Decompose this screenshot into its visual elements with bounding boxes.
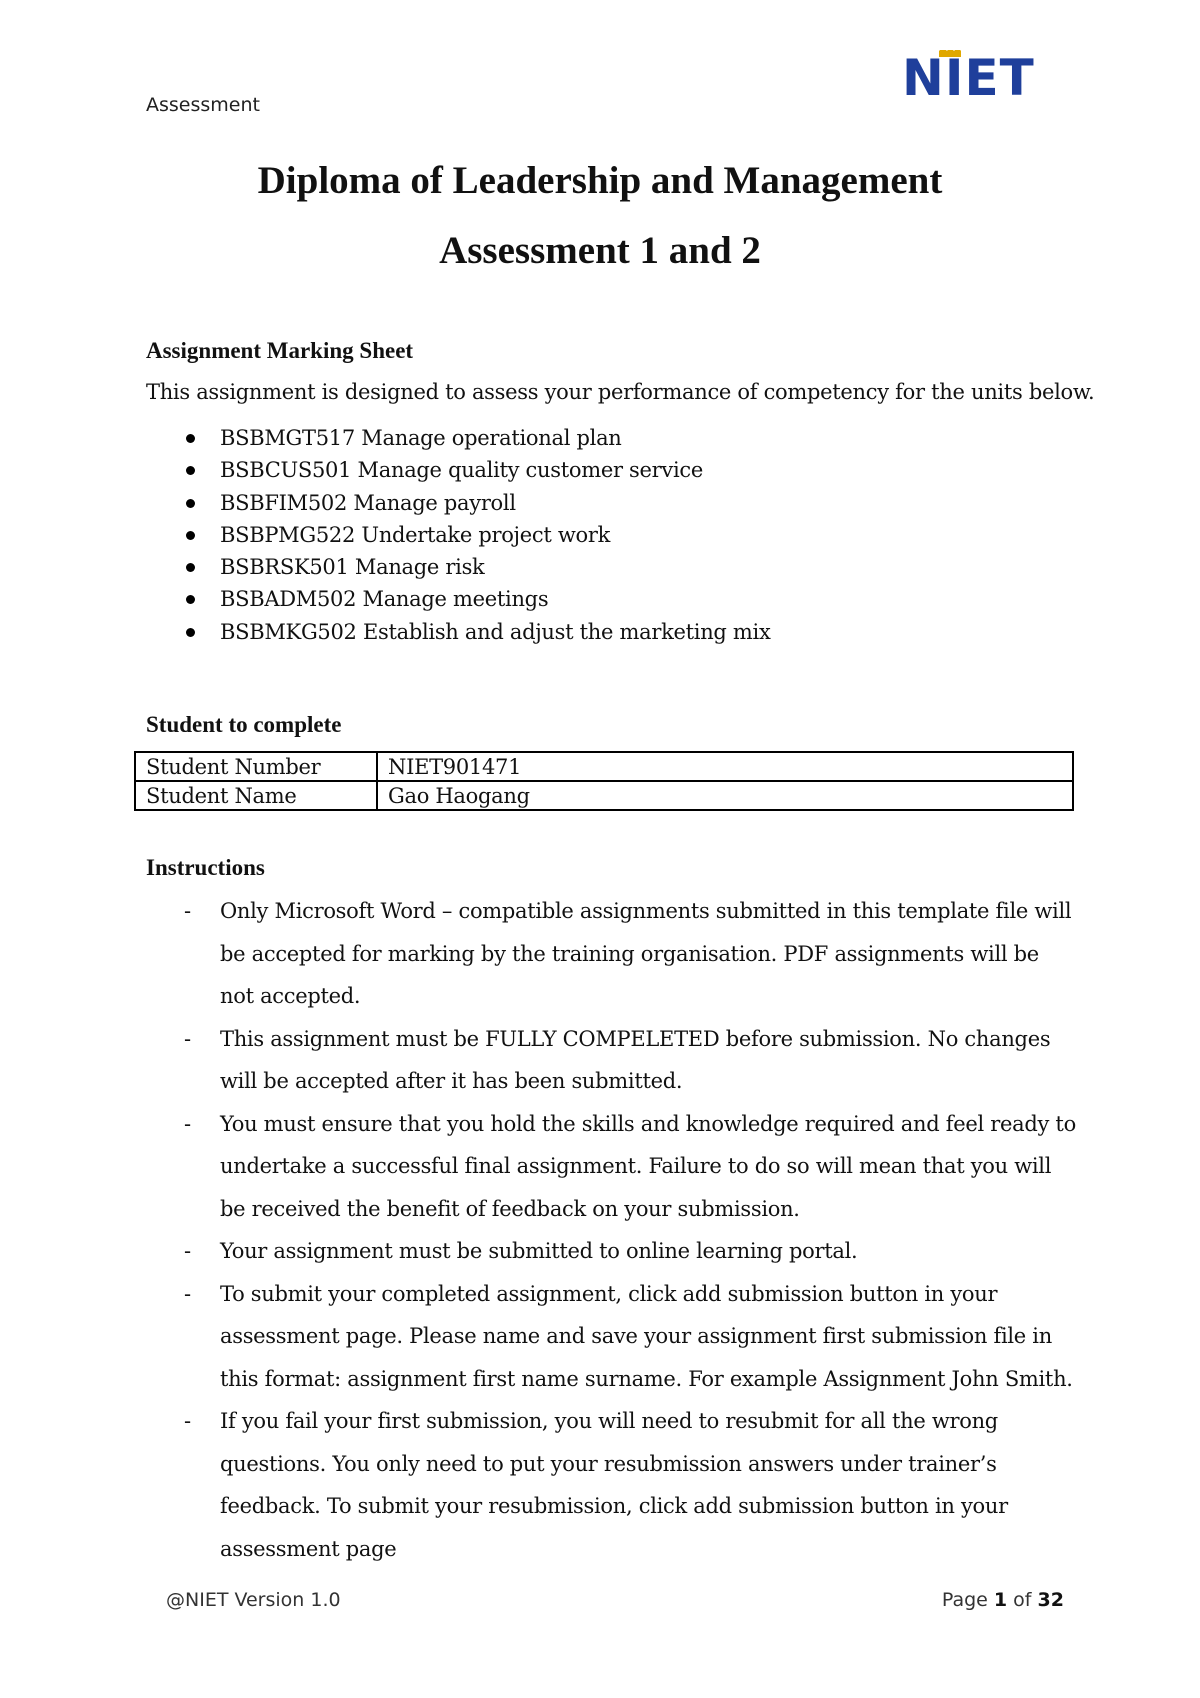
student-name-label: Student Name bbox=[135, 781, 377, 810]
instruction-text: To submit your completed assignment, click add submission button in your assessment page. Please name and save your assignment first submission file in this format: assignment first name surname. For example Assignment John Smith. bbox=[220, 1281, 1073, 1391]
bullet-icon bbox=[186, 628, 195, 637]
unit-label: BSBFIM502 Manage payroll bbox=[220, 490, 516, 515]
list-item bbox=[146, 551, 771, 583]
list-item bbox=[146, 1018, 1076, 1103]
student-section-heading: Student to complete bbox=[146, 712, 342, 737]
student-name-value[interactable]: Gao Haogang bbox=[377, 781, 1073, 810]
dash-icon: - bbox=[184, 1026, 191, 1051]
list-item bbox=[146, 890, 1076, 1018]
list-item bbox=[146, 1273, 1076, 1401]
footer-version: @NIET Version 1.0 bbox=[166, 1589, 341, 1611]
instruction-text: If you fail your first submission, you will need to resubmit for all the wrong questions. You only need to put your resubmission answers under trainer’s feedback. To submit your resubmission, click add submission button in your assessment page bbox=[220, 1409, 1008, 1561]
bullet-icon bbox=[186, 595, 195, 604]
unit-label: BSBPMG522 Undertake project work bbox=[220, 522, 611, 547]
student-number-label: Student Number bbox=[135, 752, 377, 781]
list-item bbox=[146, 1230, 1076, 1273]
instruction-text: Your assignment must be submitted to online learning portal. bbox=[220, 1239, 858, 1263]
of-word: of bbox=[1013, 1589, 1032, 1611]
instruction-text: You must ensure that you hold the skills and knowledge required and feel ready to undertake a successful final assignment. Failure to do so will mean that you will be received the benefit of feedback on your submission. bbox=[220, 1111, 1076, 1221]
list-item bbox=[146, 519, 771, 551]
bullet-icon bbox=[186, 434, 195, 443]
marking-sheet-heading: Assignment Marking Sheet bbox=[146, 338, 414, 363]
unit-label: BSBMGT517 Manage operational plan bbox=[220, 426, 622, 450]
page-word: Page bbox=[941, 1589, 988, 1611]
bullet-icon bbox=[186, 531, 195, 540]
instruction-text: Only Microsoft Word – compatible assignments submitted in this template file will be accepted for marking by the training organisation. PDF assignments will be not accepted. bbox=[220, 899, 1072, 1008]
dash-icon: - bbox=[184, 899, 191, 923]
list-item bbox=[146, 422, 771, 454]
instructions-heading: Instructions bbox=[146, 855, 265, 880]
bullet-icon bbox=[186, 563, 195, 572]
footer-page-number bbox=[942, 1589, 1064, 1611]
bullet-icon bbox=[186, 466, 195, 475]
page-current: 1 bbox=[993, 1589, 1008, 1611]
student-details-table bbox=[134, 751, 1074, 811]
unit-label: BSBRSK501 Manage risk bbox=[220, 555, 485, 580]
table-row bbox=[135, 752, 1073, 781]
list-item bbox=[146, 583, 771, 615]
dash-icon: - bbox=[184, 1239, 191, 1263]
marking-sheet-intro: This assignment is designed to assess your performance of competency for the units below. bbox=[146, 380, 1095, 404]
student-number-value[interactable]: NIET901471 bbox=[377, 752, 1073, 781]
units-list bbox=[146, 422, 771, 648]
table-row bbox=[135, 781, 1073, 810]
list-item bbox=[146, 1103, 1076, 1231]
unit-label: BSBMKG502 Establish and adjust the marketing mix bbox=[220, 619, 771, 644]
unit-label: BSBCUS501 Manage quality customer service bbox=[220, 458, 703, 483]
list-item bbox=[146, 1400, 1076, 1570]
instructions-list bbox=[146, 890, 1076, 1570]
page-total: 32 bbox=[1037, 1589, 1064, 1611]
unit-label: BSBADM502 Manage meetings bbox=[220, 587, 549, 612]
bullet-icon bbox=[186, 499, 195, 508]
dash-icon: - bbox=[184, 1409, 191, 1433]
list-item bbox=[146, 616, 771, 648]
header-label: Assessment bbox=[146, 94, 260, 116]
document-subtitle: Assessment 1 and 2 bbox=[439, 229, 761, 272]
niet-logo bbox=[902, 50, 1052, 106]
logo-text: NIET bbox=[902, 49, 1035, 107]
list-item bbox=[146, 487, 771, 519]
list-item bbox=[146, 454, 771, 486]
document-title: Diploma of Leadership and Management bbox=[257, 159, 943, 202]
dash-icon: - bbox=[184, 1111, 191, 1136]
instruction-text: This assignment must be FULLY COMPELETED before submission. No changes will be accepted after it has been submitted. bbox=[220, 1026, 1051, 1093]
dash-icon: - bbox=[184, 1281, 191, 1306]
